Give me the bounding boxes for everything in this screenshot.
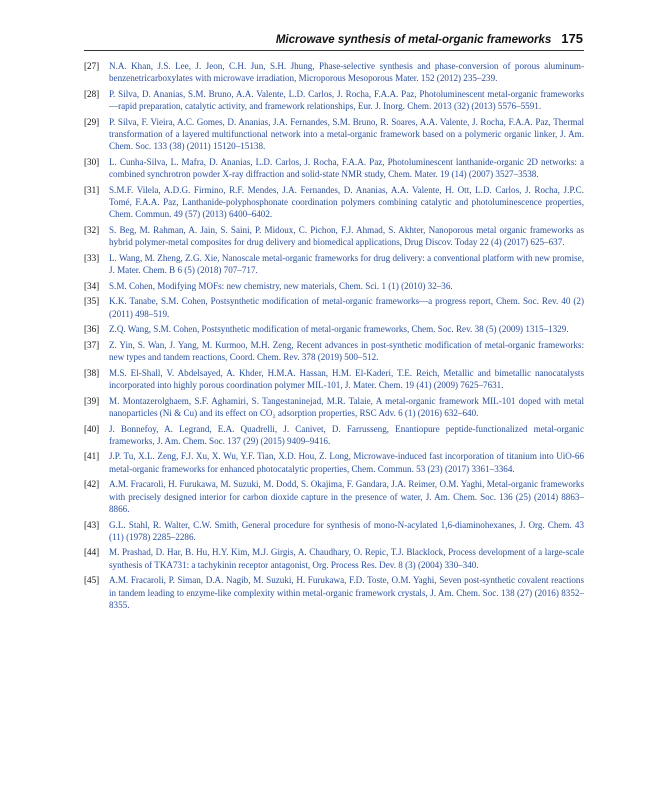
reference-number: [31]	[84, 184, 100, 195]
reference-number: [44]	[84, 547, 100, 558]
reference-item	[84, 116, 584, 153]
reference-link[interactable]: P. Silva, D. Ananias, S.M. Bruno, A.A. Valente, L.D. Carlos, J. Rocha, F.A.A. Paz, Photoluminescent metal-organic frameworks—rapid preparation, catalytic activity, and framework relationships, Eur. J. Inorg. Chem. 2013 (32) (2013) 5576–5591.	[109, 88, 584, 112]
reference-number: [38]	[84, 367, 100, 378]
header-rule	[84, 50, 584, 51]
reference-item	[84, 450, 584, 475]
reference-number: [40]	[84, 423, 100, 434]
reference-number: [36]	[84, 324, 100, 335]
reference-number: [34]	[84, 280, 100, 291]
reference-link[interactable]: J.P. Tu, X.L. Zeng, F.J. Xu, X. Wu, Y.F. Tian, X.D. Hou, Z. Long, Microwave-induced fast incorporation of titanium into UiO-66 metal-organic frameworks for enhanced photocatalytic properties, Chem. Commun. 53 (23) (2017) 3361–3364.	[109, 451, 584, 474]
reference-item	[84, 367, 584, 392]
reference-link[interactable]: M. Prashad, D. Har, B. Hu, H.Y. Kim, M.J. Girgis, A. Chaudhary, O. Repic, T.J. Blacklock, Process development of a large-scale synthesis of TKA731: a tachykinin receptor antagonist, Org. Process Res. Dev. 8 (3) (2004) 330–340.	[109, 547, 584, 570]
reference-link[interactable]: P. Silva, F. Vieira, A.C. Gomes, D. Ananias, J.A. Fernandes, S.M. Bruno, R. Soares, A.A. Valente, J. Rocha, F.A.A. Paz, Thermal transformation of a layered multifunctional network into a metal-organic framework based on a polymeric organic linker, J. Am. Chem. Soc. 133 (38) (2011) 15120–15138.	[109, 116, 584, 152]
reference-link[interactable]: Z.Q. Wang, S.M. Cohen, Postsynthetic modification of metal-organic frameworks, Chem. Soc. Rev. 38 (5) (2009) 1315–1329.	[109, 324, 569, 335]
reference-link[interactable]: N.A. Khan, J.S. Lee, J. Jeon, C.H. Jun, S.H. Jhung, Phase-selective synthesis and phase-conversion of porous aluminum-benzenetricarboxylates with microwave irradiation, Microporous Mesoporous Mater. 152 (2012) 235–239.	[109, 61, 584, 84]
reference-number: [39]	[84, 395, 100, 406]
reference-item	[84, 339, 584, 364]
reference-number: [43]	[84, 519, 100, 530]
reference-number: [27]	[84, 61, 100, 71]
reference-item	[84, 574, 584, 611]
reference-item	[84, 295, 584, 320]
reference-item	[84, 60, 584, 85]
reference-number: [33]	[84, 252, 100, 263]
reference-number: [32]	[84, 225, 100, 236]
reference-link[interactable]: A.M. Fracaroli, H. Furukawa, M. Suzuki, M. Dodd, S. Okajima, F. Gandara, J.A. Reimer, O.M. Yaghi, Metal-organic frameworks with precisely designed interior for carbon dioxide capture in the presence of water, J. Am. Chem. Soc. 136 (25) (2014) 8863–8866.	[109, 479, 584, 514]
reference-item	[84, 280, 584, 292]
reference-number: [30]	[84, 156, 100, 167]
reference-number: [45]	[84, 575, 100, 586]
reference-number: [35]	[84, 296, 100, 307]
reference-link[interactable]: L. Cunha-Silva, L. Mafra, D. Ananias, L.D. Carlos, J. Rocha, F.A.A. Paz, Photoluminescent lanthanide-organic 2D networks: a combined synchrotron powder X-ray diffraction and solid-state NMR study, Chem. Mater. 19 (14) (2007) 3527–3538.	[109, 156, 584, 180]
reference-link[interactable]: M. Montazerolghaem, S.F. Aghamiri, S. Tangestaninejad, M.R. Talaie, A metal-organic framework MIL-101 doped with metal nanoparticles (Ni & Cu) and its effect on CO₂ adsorption properties, RSC Adv. 6 (1) (2016) 632–640.	[109, 395, 584, 418]
reference-list	[84, 60, 584, 615]
reference-link[interactable]: A.M. Fracaroli, P. Siman, D.A. Nagib, M. Suzuki, H. Furukawa, F.D. Toste, O.M. Yaghi, Seven post-synthetic covalent reactions in tandem leading to enzyme-like complexity within metal-organic framework crystals, J. Am. Chem. Soc. 138 (27) (2016) 8352–8355.	[109, 575, 584, 610]
reference-link[interactable]: G.L. Stahl, R. Walter, C.W. Smith, General procedure for synthesis of mono-N-acylated 1,6-diaminohexanes, J. Org. Chem. 43 (11) (1978) 2285–2286.	[109, 519, 584, 542]
reference-link[interactable]: S.M. Cohen, Modifying MOFs: new chemistry, new materials, Chem. Sci. 1 (1) (2010) 32–36.	[109, 280, 453, 291]
reference-item	[84, 546, 584, 571]
reference-number: [29]	[84, 116, 100, 127]
reference-item	[84, 478, 584, 515]
reference-item	[84, 323, 584, 335]
page-number: 175	[561, 31, 583, 46]
reference-number: [42]	[84, 479, 100, 490]
reference-item	[84, 224, 584, 249]
reference-number: [37]	[84, 339, 100, 350]
reference-link[interactable]: L. Wang, M. Zheng, Z.G. Xie, Nanoscale metal-organic frameworks for drug delivery: a conventional platform with new promise, J. Mater. Chem. B 6 (5) (2018) 707–717.	[109, 252, 584, 276]
reference-link[interactable]: Z. Yin, S. Wan, J. Yang, M. Kurmoo, M.H. Zeng, Recent advances in post-synthetic modification of metal-organic frameworks: new types and tandem reactions, Coord. Chem. Rev. 378 (2019) 500–512.	[109, 339, 584, 363]
reference-link[interactable]: K.K. Tanabe, S.M. Cohen, Postsynthetic modification of metal-organic frameworks—a progress report, Chem. Soc. Rev. 40 (2) (2011) 498–519.	[109, 296, 584, 319]
reference-item	[84, 88, 584, 113]
reference-number: [41]	[84, 451, 100, 462]
reference-item	[84, 184, 584, 221]
reference-item	[84, 252, 584, 277]
reference-link[interactable]: S. Beg, M. Rahman, A. Jain, S. Saini, P. Midoux, C. Pichon, F.J. Ahmad, S. Akhter, Nanoporous metal organic frameworks as hybrid polymer-metal composites for drug delivery and biomedical applications, Drug Discov. Today 22 (4) (2017) 625–637.	[109, 225, 584, 248]
reference-item	[84, 423, 584, 448]
reference-link[interactable]: S.M.F. Vilela, A.D.G. Firmino, R.F. Mendes, J.A. Fernandes, D. Ananias, A.A. Valente, H. Ott, L.D. Carlos, J. Rocha, J.P.C. Tomé, F.A.A. Paz, Lanthanide-polyphosphonate coordination polymers combining catalytic and photoluminescence properties, Chem. Commun. 49 (57) (2013) 6400–6402.	[109, 184, 584, 220]
reference-link[interactable]: M.S. El-Shall, V. Abdelsayed, A. Khder, H.M.A. Hassan, H.M. El-Kaderi, T.E. Reich, Metallic and bimetallic nanocatalysts incorporated into highly porous coordination polymer MIL-101, J. Mater. Chem. 19 (41) (2009) 7625–7631.	[109, 367, 584, 391]
reference-item	[84, 395, 584, 420]
running-title: Microwave synthesis of metal-organic frameworks	[275, 34, 552, 46]
reference-link[interactable]: J. Bonnefoy, A. Legrand, E.A. Quadrelli, J. Canivet, D. Farrusseng, Enantiopure peptide-functionalized metal-organic frameworks, J. Am. Chem. Soc. 137 (29) (2015) 9409–9416.	[109, 423, 584, 446]
reference-item	[84, 519, 584, 544]
running-head	[0, 31, 583, 46]
reference-item	[84, 156, 584, 181]
reference-number: [28]	[84, 88, 100, 99]
